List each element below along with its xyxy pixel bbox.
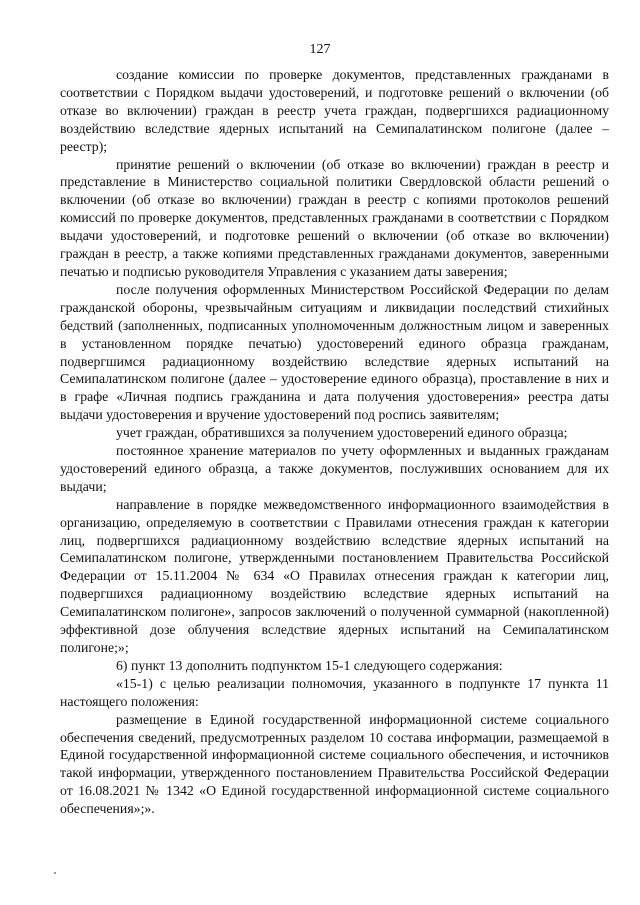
paragraph-placement: размещение в Единой государственной информационной системе социального обеспечения сведений, предусмотренных разделом 10 состава информации, размещаемой в Единой государственной информационной системе социального обеспечения, и источников такой информации, утвержденного постановлением Правительства Российской Федерации от 16.08.2021 № 1342 «О Единой государственной информационной системе социального обеспечения»;». bbox=[60, 711, 609, 817]
paragraph-subitem-15-1: «15-1) с целью реализации полномочия, указанного в подпункте 17 пункта 11 настоящего положения: bbox=[60, 675, 609, 709]
paragraph-commission: создание комиссии по проверке документов, представленных гражданами в соответствии с Порядком выдачи удостоверений, и подготовке решений о включении (об отказе во включении) граждан в реестр учета граждан, подвергшихся радиационному воздействию вследствие ядерных испытаний на Семипалатинском полигоне (далее – реестр); bbox=[60, 67, 609, 154]
document-body bbox=[60, 66, 609, 818]
paragraph-registration: учет граждан, обратившихся за получением удостоверений единого образца; bbox=[116, 425, 568, 441]
page-number: 127 bbox=[309, 42, 331, 57]
paragraph-interaction: направление в порядке межведомственного информационного взаимодействия в организацию, определяемую в соответствии с Правилами отнесения граждан к категории лиц, подвергшихся радиационному воздействию вследствие ядерных испытаний на Семипалатинском полигоне, утвержденными постановлением Правительства Российской Федерации от 15.11.2004 № 634 «О Правилах отнесения граждан к категории лиц, подвергшихся радиационному воздействию вследствие ядерных испытаний на Семипалатинском полигоне», запросов заключений о полученной суммарной (накопленной) эффективной дозе облучения вследствие ядерных испытаний на Семипалатинском полигоне;»; bbox=[60, 496, 609, 655]
scan-speck bbox=[54, 872, 56, 874]
paragraph-certificates: после получения оформленных Министерством Российской Федерации по делам гражданской обороны, чрезвычайным ситуациям и ликвидации последствий стихийных бедствий (заполненных, подписанных уполномоченным должностным лицом и заверенных в установленном порядке печатью) удостоверений единого образца гражданам, подвергшимся радиационному воздействию вследствие ядерных испытаний на Семипалатинском полигоне (далее – удостоверение единого образца), проставление в них и в графе «Личная подпись гражданина и дата получения удостоверения» реестра даты выдачи удостоверения и вручение удостоверений под роспись заявителям; bbox=[60, 281, 609, 423]
paragraph-storage: постоянное хранение материалов по учету оформленных и выданных гражданам удостоверений единого образца, а также документов, послуживших основанием для их выдачи; bbox=[60, 443, 609, 494]
paragraph-decisions: принятие решений о включении (об отказе во включении) граждан в реестр и представление в Министерство социальной политики Свердловской области решений о включении (об отказе во включении) граждан в реестр с копиями протоколов решений комиссий по проверке документов, представленных гражданами в соответствии с Порядком выдачи удостоверений, и подготовке решений о включении (об отказе во включении) граждан в реестр, а также копиями представленных гражданами документов, заверенными печатью и подписью руководителя Управления с указанием даты заверения; bbox=[60, 156, 609, 279]
paragraph-item-6: 6) пункт 13 дополнить подпунктом 15-1 следующего содержания: bbox=[116, 657, 503, 673]
